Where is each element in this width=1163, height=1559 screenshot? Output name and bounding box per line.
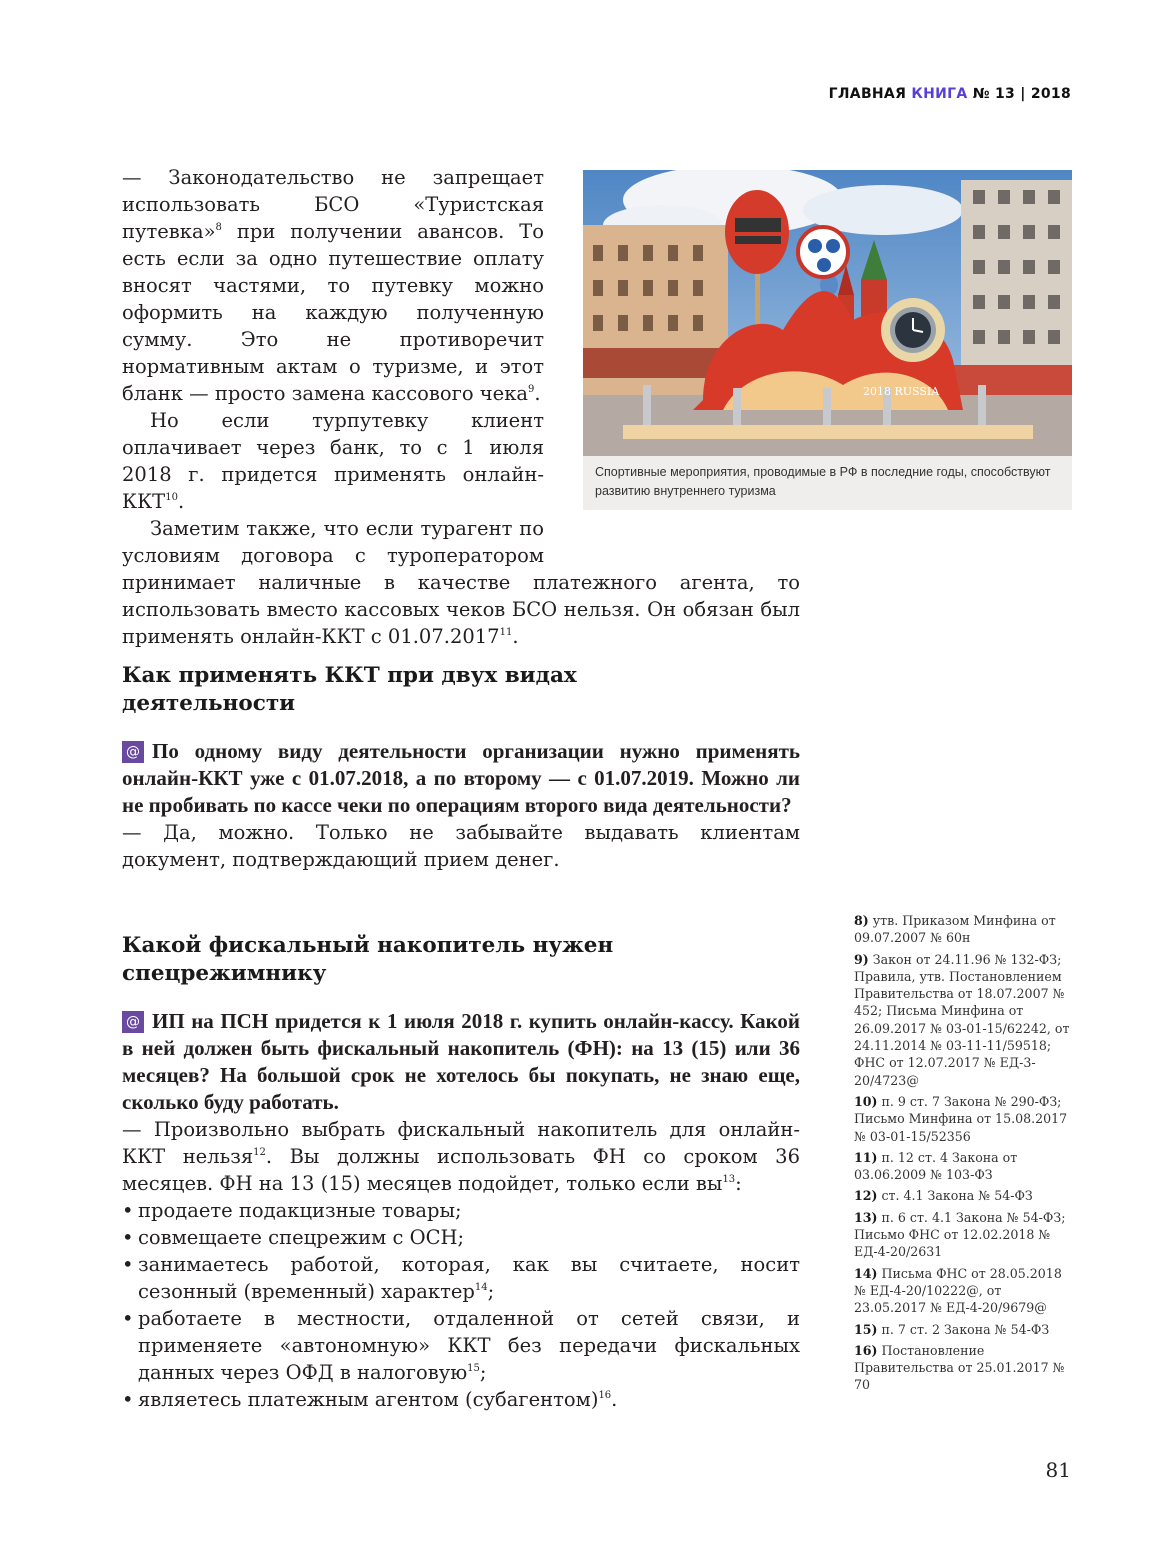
footnote: 15) п. 7 ст. 2 Закона № 54-ФЗ <box>854 1321 1050 1337</box>
section-heading: Как применять ККТ при двух видах деятельности <box>122 663 577 716</box>
footnote: 9) Закон от 24.11.96 № 132-ФЗ; Правила, утв. Постановлением Правительства от 18.07.2007 № 452; Письма Минфина от 26.09.2017 № 03-01-15/62242, от 24.11.2014 № 03-11-11/59518; ФНС от 12.07.2017 № ЕД-3-20/4723@ <box>854 951 1070 1088</box>
bullet-icon: • <box>122 1226 134 1249</box>
section-fiscal-drive <box>122 932 800 1413</box>
footnote: 10) п. 9 ст. 7 Закона № 290-ФЗ; Письмо Минфина от 15.08.2017 № 03-01-15/52356 <box>854 1093 1068 1144</box>
conditions-list <box>122 1197 800 1413</box>
photo-caption: Спортивные мероприятия, проводимые в РФ в последние годы, способствуют развитию внутреннего туризма <box>595 465 1051 498</box>
section-two-activities <box>122 662 800 873</box>
footnote-ref[interactable]: 10 <box>165 492 178 503</box>
section-heading: Какой фискальный накопитель нужен спецрежимнику <box>122 933 614 986</box>
footnote: 11) п. 12 ст. 4 Закона от 03.06.2009 № 103-ФЗ <box>854 1149 1018 1183</box>
footnote: 16) Постановление Правительства от 25.01.2017 № 70 <box>854 1342 1065 1393</box>
question-at-icon: @ <box>122 1011 144 1033</box>
paragraph-payment-agent: Заметим также, что если турагент по условиям договора с туроператором принимает наличные в качестве платежного агента, то использовать вместо кассовых чеков БСО нельзя. Он обязан был применять онлайн-ККТ с 01.07.2017$^{11}$. <box>122 517 800 648</box>
paragraph-bank-payment: Но если турпутевку клиент оплачивает через банк, то с 1 июля 2018 г. придется применять онлайн-ККТ$^{10}$. <box>122 409 544 513</box>
footnotes <box>854 912 1074 1398</box>
answer-text: — Произвольно выбрать фискальный накопитель для онлайн-ККТ нельзя$^{12}$. Вы должны использовать ФН со сроком 36 месяцев. ФН на 13 (15) месяцев подойдет, только если $вы^{13}$: <box>122 1118 800 1195</box>
clock-label: 2018 RUSSIA <box>863 385 940 398</box>
footnote-ref[interactable]: 8 <box>215 222 222 233</box>
footnote-ref[interactable]: 14 <box>474 1282 488 1293</box>
brand-name-part2: КНИГА <box>911 86 968 102</box>
page-number: 81 <box>1045 1458 1071 1482</box>
paragraph-bso: — Законодательство не запрещает использовать БСО «Туристская путевка»$^8$ при получении авансов. То есть если за одно путешествие оплату вносят частями, то путевку можно оформить на каждую полученную сумму. Это не противоречит нормативным актам о туризме, и этот бланк — просто замена кассового чека$^9$. <box>122 166 544 405</box>
photo-countdown-clock <box>583 170 1072 456</box>
photo-figure <box>583 170 1072 510</box>
footnote-ref[interactable]: 16 <box>598 1390 612 1401</box>
bullet-icon: • <box>122 1307 134 1330</box>
footnote: 14) Письма ФНС от 28.05.2018 № ЕД-4-20/10222@, от 23.05.2017 № ЕД-4-20/9679@ <box>854 1265 1062 1316</box>
brand-name-part1: ГЛАВНАЯ <box>828 86 907 102</box>
bullet-icon: • <box>122 1199 134 1222</box>
footnote-ref[interactable]: 13 <box>722 1174 736 1185</box>
answer-text: — Да, можно. Только не забывайте выдавать клиентам документ, подтверждающий прием денег. <box>122 821 800 871</box>
question-at-icon: @ <box>122 741 144 763</box>
question-text: @ ИП на ПСН придется к 1 июля 2018 г. купить онлайн-кассу. Какой в ней должен быть фискальный накопитель (ФН): на 13 (15) или 36 месяцев? На большой срок не хотелось бы покупать, не знаю еще, сколько буду работать. <box>122 1009 800 1114</box>
footnote-ref[interactable]: 12 <box>253 1147 266 1158</box>
list-item: • продаете подакцизные товары; <box>122 1199 462 1222</box>
footnote-ref[interactable]: 9 <box>528 384 535 395</box>
bullet-icon: • <box>122 1388 134 1411</box>
issue-number: № 13 | 2018 <box>972 86 1071 102</box>
footnote: 13) п. 6 ст. 4.1 Закона № 54-ФЗ; Письмо ФНС от 12.02.2018 № ЕД-4-20/2631 <box>854 1209 1066 1260</box>
footnote: 12) ст. 4.1 Закона № 54-ФЗ <box>854 1188 1033 1204</box>
running-head <box>829 86 1071 102</box>
list-item: • работаете в местности, отдаленной от сетей связи, и применяете «автономную» ККТ без передачи фискальных данных через ОФД в налоговую$^{15}$; <box>122 1307 800 1384</box>
bullet-icon: • <box>122 1253 134 1276</box>
list-item: • занимаетесь работой, которая, как вы считаете, носит сезонный (временный) характер$^{14}$; <box>122 1253 800 1303</box>
list-item: • совмещаете спецрежим с ОСН; <box>122 1226 465 1249</box>
footnote: 8) утв. Приказом Минфина от 09.07.2007 № 60н <box>854 913 1056 946</box>
footnote-ref[interactable]: 15 <box>467 1363 480 1374</box>
question-text: @ По одному виду деятельности организации нужно применять онлайн-ККТ уже с 01.07.2018, а по второму — с 01.07.2019. Можно ли не пробивать по кассе чеки по операциям второго вида деятельности? <box>122 739 800 817</box>
list-item: • являетесь платежным агентом (субагентом)$^{16}$. <box>122 1388 618 1411</box>
footnote-ref[interactable]: 11 <box>499 627 513 638</box>
